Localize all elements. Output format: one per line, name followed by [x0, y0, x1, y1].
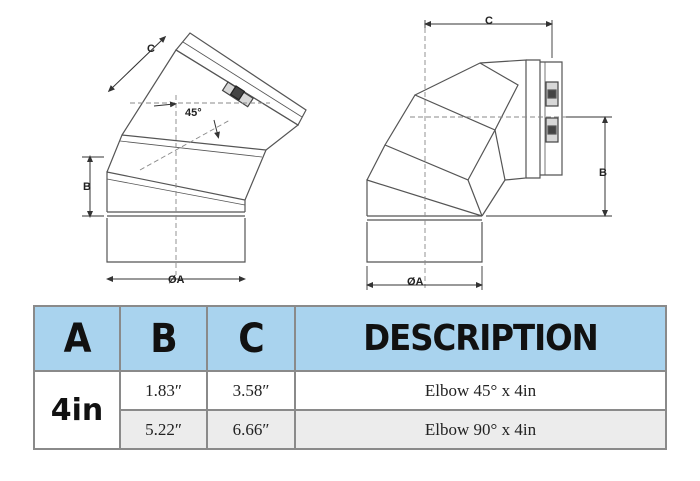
cell-description: Elbow 45° x 4in: [295, 371, 666, 410]
elbow-45-drawing: [82, 33, 306, 279]
header-b: B: [120, 306, 207, 371]
elbow-90-gore-5: [480, 60, 526, 180]
elbow-45-label-diameter: ØA: [168, 274, 185, 286]
elbow-90-straight-section: [367, 222, 482, 262]
elbow-90-crimp-end: [526, 60, 540, 178]
elbow-45-gore-2: [107, 135, 266, 200]
elbow-90-gore-2: [367, 145, 482, 216]
table-row: [34, 371, 666, 410]
elbow-90-label-b: B: [599, 167, 607, 179]
spec-table: [33, 305, 667, 450]
header-c: C: [207, 306, 295, 371]
elbow-90-drawing: [367, 20, 612, 290]
elbow-45-label-angle: 45°: [185, 107, 202, 119]
cell-c: 6.66″: [207, 410, 295, 449]
cell-b: 1.83″: [120, 371, 207, 410]
elbow-90-label-c: C: [485, 15, 493, 27]
elbow-90-gore-1: [367, 180, 482, 216]
size-cell: 4in: [34, 371, 120, 449]
elbow-90-gore-3: [385, 95, 495, 180]
elbow-90-label-diameter: ØA: [407, 276, 424, 288]
header-a: A: [34, 306, 120, 371]
cell-b: 5.22″: [120, 410, 207, 449]
elbow-90-gore-4: [415, 63, 518, 130]
table-header-row: [34, 306, 666, 371]
cell-c: 3.58″: [207, 371, 295, 410]
elbow-45-label-c: C: [147, 43, 155, 55]
header-description: DESCRIPTION: [295, 306, 666, 371]
elbow-45-gore-3: [122, 50, 298, 150]
table-row: [34, 410, 666, 449]
cell-description: Elbow 90° x 4in: [295, 410, 666, 449]
elbow-45-label-b: B: [83, 181, 91, 193]
